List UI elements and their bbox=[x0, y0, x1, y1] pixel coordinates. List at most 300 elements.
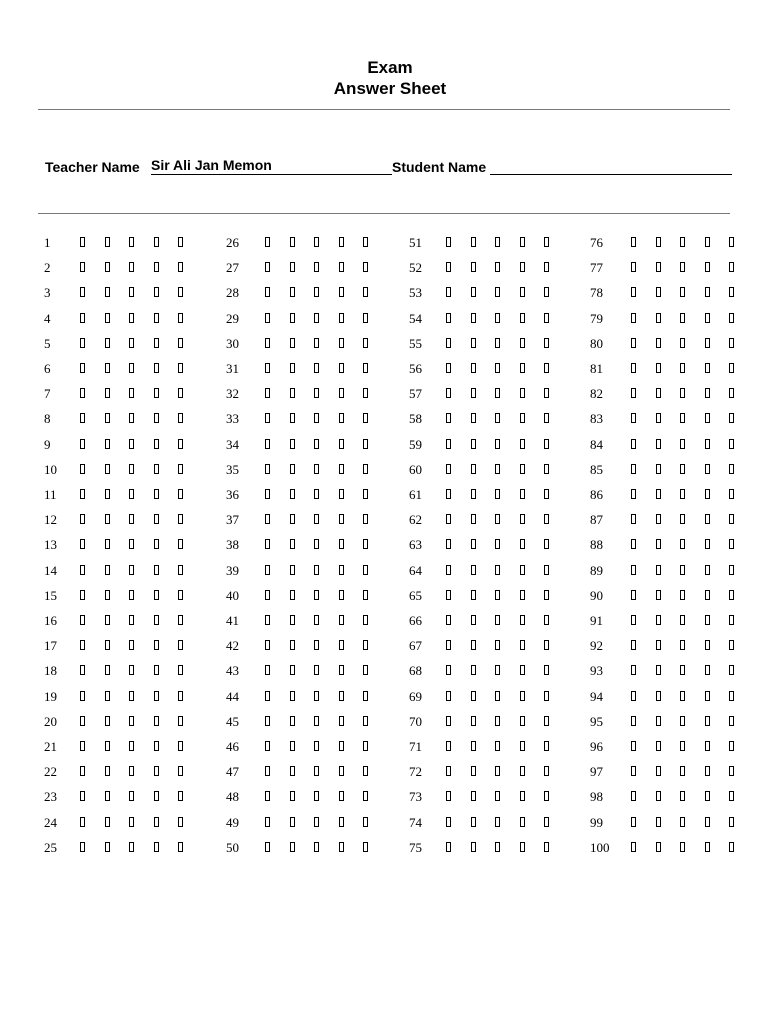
answer-bubble-q8-option-2[interactable] bbox=[105, 413, 110, 423]
answer-bubble-q80-option-5[interactable] bbox=[729, 338, 734, 348]
answer-bubble-q15-option-4[interactable] bbox=[154, 590, 159, 600]
answer-bubble-q63-option-4[interactable] bbox=[520, 539, 525, 549]
answer-bubble-q32-option-4[interactable] bbox=[339, 388, 344, 398]
answer-bubble-q20-option-3[interactable] bbox=[129, 716, 134, 726]
answer-bubble-q97-option-4[interactable] bbox=[705, 766, 710, 776]
answer-bubble-q59-option-3[interactable] bbox=[495, 439, 500, 449]
answer-bubble-q35-option-4[interactable] bbox=[339, 464, 344, 474]
answer-bubble-q71-option-1[interactable] bbox=[446, 741, 451, 751]
answer-bubble-q36-option-1[interactable] bbox=[265, 489, 270, 499]
answer-bubble-q99-option-1[interactable] bbox=[631, 817, 636, 827]
answer-bubble-q95-option-2[interactable] bbox=[656, 716, 661, 726]
answer-bubble-q39-option-5[interactable] bbox=[363, 565, 368, 575]
answer-bubble-q53-option-5[interactable] bbox=[544, 287, 549, 297]
answer-bubble-q21-option-1[interactable] bbox=[80, 741, 85, 751]
answer-bubble-q74-option-5[interactable] bbox=[544, 817, 549, 827]
answer-bubble-q100-option-3[interactable] bbox=[680, 842, 685, 852]
answer-bubble-q19-option-4[interactable] bbox=[154, 691, 159, 701]
answer-bubble-q29-option-1[interactable] bbox=[265, 313, 270, 323]
answer-bubble-q20-option-5[interactable] bbox=[178, 716, 183, 726]
answer-bubble-q97-option-5[interactable] bbox=[729, 766, 734, 776]
answer-bubble-q53-option-2[interactable] bbox=[471, 287, 476, 297]
answer-bubble-q83-option-1[interactable] bbox=[631, 413, 636, 423]
answer-bubble-q17-option-4[interactable] bbox=[154, 640, 159, 650]
answer-bubble-q15-option-1[interactable] bbox=[80, 590, 85, 600]
answer-bubble-q70-option-1[interactable] bbox=[446, 716, 451, 726]
answer-bubble-q38-option-3[interactable] bbox=[314, 539, 319, 549]
answer-bubble-q74-option-4[interactable] bbox=[520, 817, 525, 827]
answer-bubble-q16-option-3[interactable] bbox=[129, 615, 134, 625]
answer-bubble-q85-option-2[interactable] bbox=[656, 464, 661, 474]
answer-bubble-q12-option-4[interactable] bbox=[154, 514, 159, 524]
answer-bubble-q19-option-1[interactable] bbox=[80, 691, 85, 701]
answer-bubble-q4-option-2[interactable] bbox=[105, 313, 110, 323]
answer-bubble-q100-option-5[interactable] bbox=[729, 842, 734, 852]
answer-bubble-q86-option-3[interactable] bbox=[680, 489, 685, 499]
answer-bubble-q65-option-1[interactable] bbox=[446, 590, 451, 600]
answer-bubble-q3-option-5[interactable] bbox=[178, 287, 183, 297]
answer-bubble-q84-option-2[interactable] bbox=[656, 439, 661, 449]
answer-bubble-q70-option-2[interactable] bbox=[471, 716, 476, 726]
answer-bubble-q90-option-4[interactable] bbox=[705, 590, 710, 600]
answer-bubble-q61-option-1[interactable] bbox=[446, 489, 451, 499]
answer-bubble-q7-option-4[interactable] bbox=[154, 388, 159, 398]
answer-bubble-q84-option-3[interactable] bbox=[680, 439, 685, 449]
answer-bubble-q67-option-5[interactable] bbox=[544, 640, 549, 650]
answer-bubble-q60-option-2[interactable] bbox=[471, 464, 476, 474]
answer-bubble-q38-option-1[interactable] bbox=[265, 539, 270, 549]
answer-bubble-q88-option-3[interactable] bbox=[680, 539, 685, 549]
answer-bubble-q91-option-2[interactable] bbox=[656, 615, 661, 625]
answer-bubble-q96-option-2[interactable] bbox=[656, 741, 661, 751]
answer-bubble-q61-option-3[interactable] bbox=[495, 489, 500, 499]
answer-bubble-q58-option-4[interactable] bbox=[520, 413, 525, 423]
answer-bubble-q42-option-4[interactable] bbox=[339, 640, 344, 650]
answer-bubble-q59-option-2[interactable] bbox=[471, 439, 476, 449]
answer-bubble-q97-option-1[interactable] bbox=[631, 766, 636, 776]
answer-bubble-q82-option-1[interactable] bbox=[631, 388, 636, 398]
answer-bubble-q18-option-3[interactable] bbox=[129, 665, 134, 675]
answer-bubble-q57-option-2[interactable] bbox=[471, 388, 476, 398]
answer-bubble-q18-option-4[interactable] bbox=[154, 665, 159, 675]
answer-bubble-q65-option-3[interactable] bbox=[495, 590, 500, 600]
answer-bubble-q4-option-5[interactable] bbox=[178, 313, 183, 323]
answer-bubble-q78-option-2[interactable] bbox=[656, 287, 661, 297]
answer-bubble-q45-option-2[interactable] bbox=[290, 716, 295, 726]
answer-bubble-q67-option-2[interactable] bbox=[471, 640, 476, 650]
answer-bubble-q50-option-3[interactable] bbox=[314, 842, 319, 852]
answer-bubble-q44-option-3[interactable] bbox=[314, 691, 319, 701]
answer-bubble-q58-option-2[interactable] bbox=[471, 413, 476, 423]
answer-bubble-q34-option-4[interactable] bbox=[339, 439, 344, 449]
answer-bubble-q81-option-1[interactable] bbox=[631, 363, 636, 373]
answer-bubble-q74-option-1[interactable] bbox=[446, 817, 451, 827]
answer-bubble-q75-option-1[interactable] bbox=[446, 842, 451, 852]
answer-bubble-q21-option-2[interactable] bbox=[105, 741, 110, 751]
answer-bubble-q38-option-2[interactable] bbox=[290, 539, 295, 549]
answer-bubble-q90-option-3[interactable] bbox=[680, 590, 685, 600]
answer-bubble-q9-option-4[interactable] bbox=[154, 439, 159, 449]
answer-bubble-q62-option-1[interactable] bbox=[446, 514, 451, 524]
answer-bubble-q6-option-3[interactable] bbox=[129, 363, 134, 373]
answer-bubble-q81-option-3[interactable] bbox=[680, 363, 685, 373]
answer-bubble-q47-option-2[interactable] bbox=[290, 766, 295, 776]
answer-bubble-q26-option-3[interactable] bbox=[314, 237, 319, 247]
answer-bubble-q54-option-2[interactable] bbox=[471, 313, 476, 323]
answer-bubble-q17-option-1[interactable] bbox=[80, 640, 85, 650]
answer-bubble-q44-option-4[interactable] bbox=[339, 691, 344, 701]
answer-bubble-q92-option-3[interactable] bbox=[680, 640, 685, 650]
answer-bubble-q94-option-4[interactable] bbox=[705, 691, 710, 701]
answer-bubble-q43-option-3[interactable] bbox=[314, 665, 319, 675]
answer-bubble-q11-option-1[interactable] bbox=[80, 489, 85, 499]
answer-bubble-q40-option-3[interactable] bbox=[314, 590, 319, 600]
answer-bubble-q33-option-3[interactable] bbox=[314, 413, 319, 423]
answer-bubble-q6-option-5[interactable] bbox=[178, 363, 183, 373]
answer-bubble-q64-option-4[interactable] bbox=[520, 565, 525, 575]
answer-bubble-q82-option-2[interactable] bbox=[656, 388, 661, 398]
answer-bubble-q75-option-3[interactable] bbox=[495, 842, 500, 852]
answer-bubble-q46-option-4[interactable] bbox=[339, 741, 344, 751]
answer-bubble-q58-option-1[interactable] bbox=[446, 413, 451, 423]
answer-bubble-q84-option-4[interactable] bbox=[705, 439, 710, 449]
answer-bubble-q78-option-3[interactable] bbox=[680, 287, 685, 297]
answer-bubble-q28-option-5[interactable] bbox=[363, 287, 368, 297]
answer-bubble-q60-option-1[interactable] bbox=[446, 464, 451, 474]
answer-bubble-q4-option-4[interactable] bbox=[154, 313, 159, 323]
answer-bubble-q34-option-1[interactable] bbox=[265, 439, 270, 449]
answer-bubble-q46-option-3[interactable] bbox=[314, 741, 319, 751]
answer-bubble-q31-option-1[interactable] bbox=[265, 363, 270, 373]
answer-bubble-q50-option-1[interactable] bbox=[265, 842, 270, 852]
answer-bubble-q41-option-1[interactable] bbox=[265, 615, 270, 625]
answer-bubble-q57-option-1[interactable] bbox=[446, 388, 451, 398]
answer-bubble-q15-option-5[interactable] bbox=[178, 590, 183, 600]
answer-bubble-q9-option-2[interactable] bbox=[105, 439, 110, 449]
answer-bubble-q41-option-3[interactable] bbox=[314, 615, 319, 625]
answer-bubble-q8-option-3[interactable] bbox=[129, 413, 134, 423]
answer-bubble-q53-option-1[interactable] bbox=[446, 287, 451, 297]
answer-bubble-q30-option-3[interactable] bbox=[314, 338, 319, 348]
answer-bubble-q23-option-2[interactable] bbox=[105, 791, 110, 801]
answer-bubble-q45-option-3[interactable] bbox=[314, 716, 319, 726]
answer-bubble-q60-option-4[interactable] bbox=[520, 464, 525, 474]
answer-bubble-q90-option-5[interactable] bbox=[729, 590, 734, 600]
answer-bubble-q27-option-3[interactable] bbox=[314, 262, 319, 272]
answer-bubble-q78-option-5[interactable] bbox=[729, 287, 734, 297]
answer-bubble-q99-option-4[interactable] bbox=[705, 817, 710, 827]
answer-bubble-q85-option-1[interactable] bbox=[631, 464, 636, 474]
answer-bubble-q7-option-5[interactable] bbox=[178, 388, 183, 398]
answer-bubble-q72-option-5[interactable] bbox=[544, 766, 549, 776]
answer-bubble-q14-option-4[interactable] bbox=[154, 565, 159, 575]
answer-bubble-q77-option-1[interactable] bbox=[631, 262, 636, 272]
answer-bubble-q84-option-1[interactable] bbox=[631, 439, 636, 449]
answer-bubble-q12-option-1[interactable] bbox=[80, 514, 85, 524]
answer-bubble-q77-option-3[interactable] bbox=[680, 262, 685, 272]
answer-bubble-q30-option-5[interactable] bbox=[363, 338, 368, 348]
answer-bubble-q69-option-3[interactable] bbox=[495, 691, 500, 701]
answer-bubble-q37-option-1[interactable] bbox=[265, 514, 270, 524]
answer-bubble-q72-option-3[interactable] bbox=[495, 766, 500, 776]
answer-bubble-q97-option-3[interactable] bbox=[680, 766, 685, 776]
answer-bubble-q43-option-1[interactable] bbox=[265, 665, 270, 675]
answer-bubble-q66-option-5[interactable] bbox=[544, 615, 549, 625]
answer-bubble-q61-option-5[interactable] bbox=[544, 489, 549, 499]
answer-bubble-q47-option-3[interactable] bbox=[314, 766, 319, 776]
answer-bubble-q100-option-4[interactable] bbox=[705, 842, 710, 852]
answer-bubble-q16-option-4[interactable] bbox=[154, 615, 159, 625]
answer-bubble-q47-option-5[interactable] bbox=[363, 766, 368, 776]
answer-bubble-q25-option-4[interactable] bbox=[154, 842, 159, 852]
answer-bubble-q40-option-2[interactable] bbox=[290, 590, 295, 600]
answer-bubble-q89-option-2[interactable] bbox=[656, 565, 661, 575]
answer-bubble-q15-option-3[interactable] bbox=[129, 590, 134, 600]
answer-bubble-q24-option-3[interactable] bbox=[129, 817, 134, 827]
answer-bubble-q28-option-2[interactable] bbox=[290, 287, 295, 297]
answer-bubble-q79-option-4[interactable] bbox=[705, 313, 710, 323]
answer-bubble-q43-option-2[interactable] bbox=[290, 665, 295, 675]
answer-bubble-q36-option-2[interactable] bbox=[290, 489, 295, 499]
answer-bubble-q92-option-5[interactable] bbox=[729, 640, 734, 650]
answer-bubble-q51-option-4[interactable] bbox=[520, 237, 525, 247]
answer-bubble-q92-option-2[interactable] bbox=[656, 640, 661, 650]
answer-bubble-q89-option-4[interactable] bbox=[705, 565, 710, 575]
answer-bubble-q20-option-4[interactable] bbox=[154, 716, 159, 726]
answer-bubble-q96-option-5[interactable] bbox=[729, 741, 734, 751]
answer-bubble-q56-option-4[interactable] bbox=[520, 363, 525, 373]
answer-bubble-q25-option-3[interactable] bbox=[129, 842, 134, 852]
answer-bubble-q9-option-5[interactable] bbox=[178, 439, 183, 449]
answer-bubble-q35-option-3[interactable] bbox=[314, 464, 319, 474]
answer-bubble-q93-option-3[interactable] bbox=[680, 665, 685, 675]
answer-bubble-q29-option-3[interactable] bbox=[314, 313, 319, 323]
answer-bubble-q36-option-4[interactable] bbox=[339, 489, 344, 499]
answer-bubble-q87-option-5[interactable] bbox=[729, 514, 734, 524]
answer-bubble-q49-option-3[interactable] bbox=[314, 817, 319, 827]
answer-bubble-q76-option-5[interactable] bbox=[729, 237, 734, 247]
answer-bubble-q6-option-2[interactable] bbox=[105, 363, 110, 373]
answer-bubble-q96-option-1[interactable] bbox=[631, 741, 636, 751]
answer-bubble-q39-option-4[interactable] bbox=[339, 565, 344, 575]
answer-bubble-q80-option-2[interactable] bbox=[656, 338, 661, 348]
answer-bubble-q92-option-4[interactable] bbox=[705, 640, 710, 650]
answer-bubble-q9-option-3[interactable] bbox=[129, 439, 134, 449]
answer-bubble-q59-option-1[interactable] bbox=[446, 439, 451, 449]
answer-bubble-q5-option-4[interactable] bbox=[154, 338, 159, 348]
answer-bubble-q66-option-1[interactable] bbox=[446, 615, 451, 625]
answer-bubble-q48-option-1[interactable] bbox=[265, 791, 270, 801]
answer-bubble-q34-option-2[interactable] bbox=[290, 439, 295, 449]
answer-bubble-q7-option-2[interactable] bbox=[105, 388, 110, 398]
answer-bubble-q94-option-2[interactable] bbox=[656, 691, 661, 701]
answer-bubble-q47-option-1[interactable] bbox=[265, 766, 270, 776]
answer-bubble-q63-option-3[interactable] bbox=[495, 539, 500, 549]
answer-bubble-q16-option-1[interactable] bbox=[80, 615, 85, 625]
answer-bubble-q50-option-5[interactable] bbox=[363, 842, 368, 852]
answer-bubble-q34-option-3[interactable] bbox=[314, 439, 319, 449]
answer-bubble-q38-option-5[interactable] bbox=[363, 539, 368, 549]
answer-bubble-q42-option-5[interactable] bbox=[363, 640, 368, 650]
answer-bubble-q7-option-3[interactable] bbox=[129, 388, 134, 398]
answer-bubble-q81-option-4[interactable] bbox=[705, 363, 710, 373]
answer-bubble-q81-option-2[interactable] bbox=[656, 363, 661, 373]
answer-bubble-q61-option-4[interactable] bbox=[520, 489, 525, 499]
answer-bubble-q16-option-5[interactable] bbox=[178, 615, 183, 625]
answer-bubble-q81-option-5[interactable] bbox=[729, 363, 734, 373]
answer-bubble-q14-option-1[interactable] bbox=[80, 565, 85, 575]
answer-bubble-q27-option-4[interactable] bbox=[339, 262, 344, 272]
answer-bubble-q68-option-1[interactable] bbox=[446, 665, 451, 675]
answer-bubble-q99-option-5[interactable] bbox=[729, 817, 734, 827]
answer-bubble-q10-option-3[interactable] bbox=[129, 464, 134, 474]
answer-bubble-q69-option-5[interactable] bbox=[544, 691, 549, 701]
answer-bubble-q87-option-1[interactable] bbox=[631, 514, 636, 524]
answer-bubble-q71-option-3[interactable] bbox=[495, 741, 500, 751]
answer-bubble-q88-option-4[interactable] bbox=[705, 539, 710, 549]
answer-bubble-q53-option-3[interactable] bbox=[495, 287, 500, 297]
answer-bubble-q48-option-4[interactable] bbox=[339, 791, 344, 801]
answer-bubble-q72-option-2[interactable] bbox=[471, 766, 476, 776]
answer-bubble-q1-option-4[interactable] bbox=[154, 237, 159, 247]
answer-bubble-q4-option-3[interactable] bbox=[129, 313, 134, 323]
answer-bubble-q87-option-4[interactable] bbox=[705, 514, 710, 524]
answer-bubble-q55-option-1[interactable] bbox=[446, 338, 451, 348]
answer-bubble-q69-option-2[interactable] bbox=[471, 691, 476, 701]
answer-bubble-q60-option-3[interactable] bbox=[495, 464, 500, 474]
answer-bubble-q22-option-3[interactable] bbox=[129, 766, 134, 776]
answer-bubble-q45-option-4[interactable] bbox=[339, 716, 344, 726]
answer-bubble-q66-option-3[interactable] bbox=[495, 615, 500, 625]
answer-bubble-q55-option-3[interactable] bbox=[495, 338, 500, 348]
answer-bubble-q41-option-4[interactable] bbox=[339, 615, 344, 625]
answer-bubble-q18-option-1[interactable] bbox=[80, 665, 85, 675]
answer-bubble-q30-option-2[interactable] bbox=[290, 338, 295, 348]
answer-bubble-q31-option-3[interactable] bbox=[314, 363, 319, 373]
answer-bubble-q83-option-3[interactable] bbox=[680, 413, 685, 423]
answer-bubble-q35-option-2[interactable] bbox=[290, 464, 295, 474]
answer-bubble-q5-option-1[interactable] bbox=[80, 338, 85, 348]
answer-bubble-q30-option-4[interactable] bbox=[339, 338, 344, 348]
answer-bubble-q39-option-2[interactable] bbox=[290, 565, 295, 575]
answer-bubble-q48-option-5[interactable] bbox=[363, 791, 368, 801]
answer-bubble-q56-option-3[interactable] bbox=[495, 363, 500, 373]
answer-bubble-q65-option-5[interactable] bbox=[544, 590, 549, 600]
answer-bubble-q50-option-2[interactable] bbox=[290, 842, 295, 852]
answer-bubble-q13-option-4[interactable] bbox=[154, 539, 159, 549]
answer-bubble-q91-option-3[interactable] bbox=[680, 615, 685, 625]
answer-bubble-q59-option-4[interactable] bbox=[520, 439, 525, 449]
answer-bubble-q89-option-5[interactable] bbox=[729, 565, 734, 575]
answer-bubble-q40-option-5[interactable] bbox=[363, 590, 368, 600]
answer-bubble-q24-option-2[interactable] bbox=[105, 817, 110, 827]
answer-bubble-q76-option-1[interactable] bbox=[631, 237, 636, 247]
answer-bubble-q79-option-5[interactable] bbox=[729, 313, 734, 323]
answer-bubble-q22-option-1[interactable] bbox=[80, 766, 85, 776]
answer-bubble-q85-option-5[interactable] bbox=[729, 464, 734, 474]
answer-bubble-q55-option-4[interactable] bbox=[520, 338, 525, 348]
answer-bubble-q1-option-2[interactable] bbox=[105, 237, 110, 247]
answer-bubble-q86-option-5[interactable] bbox=[729, 489, 734, 499]
answer-bubble-q94-option-5[interactable] bbox=[729, 691, 734, 701]
answer-bubble-q27-option-1[interactable] bbox=[265, 262, 270, 272]
answer-bubble-q23-option-3[interactable] bbox=[129, 791, 134, 801]
answer-bubble-q69-option-4[interactable] bbox=[520, 691, 525, 701]
answer-bubble-q76-option-4[interactable] bbox=[705, 237, 710, 247]
answer-bubble-q37-option-5[interactable] bbox=[363, 514, 368, 524]
answer-bubble-q2-option-4[interactable] bbox=[154, 262, 159, 272]
teacher-name-field[interactable]: Sir Ali Jan Memon bbox=[151, 157, 392, 175]
answer-bubble-q43-option-4[interactable] bbox=[339, 665, 344, 675]
answer-bubble-q77-option-2[interactable] bbox=[656, 262, 661, 272]
answer-bubble-q90-option-2[interactable] bbox=[656, 590, 661, 600]
answer-bubble-q19-option-2[interactable] bbox=[105, 691, 110, 701]
answer-bubble-q93-option-4[interactable] bbox=[705, 665, 710, 675]
answer-bubble-q3-option-4[interactable] bbox=[154, 287, 159, 297]
answer-bubble-q36-option-3[interactable] bbox=[314, 489, 319, 499]
answer-bubble-q79-option-2[interactable] bbox=[656, 313, 661, 323]
answer-bubble-q21-option-5[interactable] bbox=[178, 741, 183, 751]
answer-bubble-q59-option-5[interactable] bbox=[544, 439, 549, 449]
answer-bubble-q93-option-1[interactable] bbox=[631, 665, 636, 675]
answer-bubble-q27-option-2[interactable] bbox=[290, 262, 295, 272]
answer-bubble-q6-option-4[interactable] bbox=[154, 363, 159, 373]
answer-bubble-q26-option-2[interactable] bbox=[290, 237, 295, 247]
answer-bubble-q12-option-5[interactable] bbox=[178, 514, 183, 524]
answer-bubble-q70-option-4[interactable] bbox=[520, 716, 525, 726]
answer-bubble-q25-option-2[interactable] bbox=[105, 842, 110, 852]
answer-bubble-q75-option-4[interactable] bbox=[520, 842, 525, 852]
answer-bubble-q47-option-4[interactable] bbox=[339, 766, 344, 776]
answer-bubble-q96-option-4[interactable] bbox=[705, 741, 710, 751]
answer-bubble-q86-option-1[interactable] bbox=[631, 489, 636, 499]
answer-bubble-q32-option-5[interactable] bbox=[363, 388, 368, 398]
answer-bubble-q11-option-5[interactable] bbox=[178, 489, 183, 499]
answer-bubble-q44-option-1[interactable] bbox=[265, 691, 270, 701]
answer-bubble-q73-option-3[interactable] bbox=[495, 791, 500, 801]
answer-bubble-q75-option-2[interactable] bbox=[471, 842, 476, 852]
answer-bubble-q78-option-4[interactable] bbox=[705, 287, 710, 297]
answer-bubble-q30-option-1[interactable] bbox=[265, 338, 270, 348]
answer-bubble-q35-option-5[interactable] bbox=[363, 464, 368, 474]
answer-bubble-q49-option-2[interactable] bbox=[290, 817, 295, 827]
answer-bubble-q70-option-5[interactable] bbox=[544, 716, 549, 726]
answer-bubble-q14-option-2[interactable] bbox=[105, 565, 110, 575]
answer-bubble-q89-option-3[interactable] bbox=[680, 565, 685, 575]
answer-bubble-q33-option-2[interactable] bbox=[290, 413, 295, 423]
answer-bubble-q79-option-3[interactable] bbox=[680, 313, 685, 323]
answer-bubble-q22-option-5[interactable] bbox=[178, 766, 183, 776]
answer-bubble-q33-option-1[interactable] bbox=[265, 413, 270, 423]
answer-bubble-q7-option-1[interactable] bbox=[80, 388, 85, 398]
answer-bubble-q31-option-2[interactable] bbox=[290, 363, 295, 373]
answer-bubble-q84-option-5[interactable] bbox=[729, 439, 734, 449]
answer-bubble-q96-option-3[interactable] bbox=[680, 741, 685, 751]
answer-bubble-q14-option-5[interactable] bbox=[178, 565, 183, 575]
answer-bubble-q71-option-4[interactable] bbox=[520, 741, 525, 751]
answer-bubble-q95-option-4[interactable] bbox=[705, 716, 710, 726]
answer-bubble-q21-option-3[interactable] bbox=[129, 741, 134, 751]
answer-bubble-q54-option-3[interactable] bbox=[495, 313, 500, 323]
answer-bubble-q23-option-4[interactable] bbox=[154, 791, 159, 801]
answer-bubble-q88-option-1[interactable] bbox=[631, 539, 636, 549]
answer-bubble-q8-option-4[interactable] bbox=[154, 413, 159, 423]
answer-bubble-q10-option-5[interactable] bbox=[178, 464, 183, 474]
answer-bubble-q64-option-3[interactable] bbox=[495, 565, 500, 575]
answer-bubble-q69-option-1[interactable] bbox=[446, 691, 451, 701]
answer-bubble-q62-option-3[interactable] bbox=[495, 514, 500, 524]
answer-bubble-q3-option-3[interactable] bbox=[129, 287, 134, 297]
